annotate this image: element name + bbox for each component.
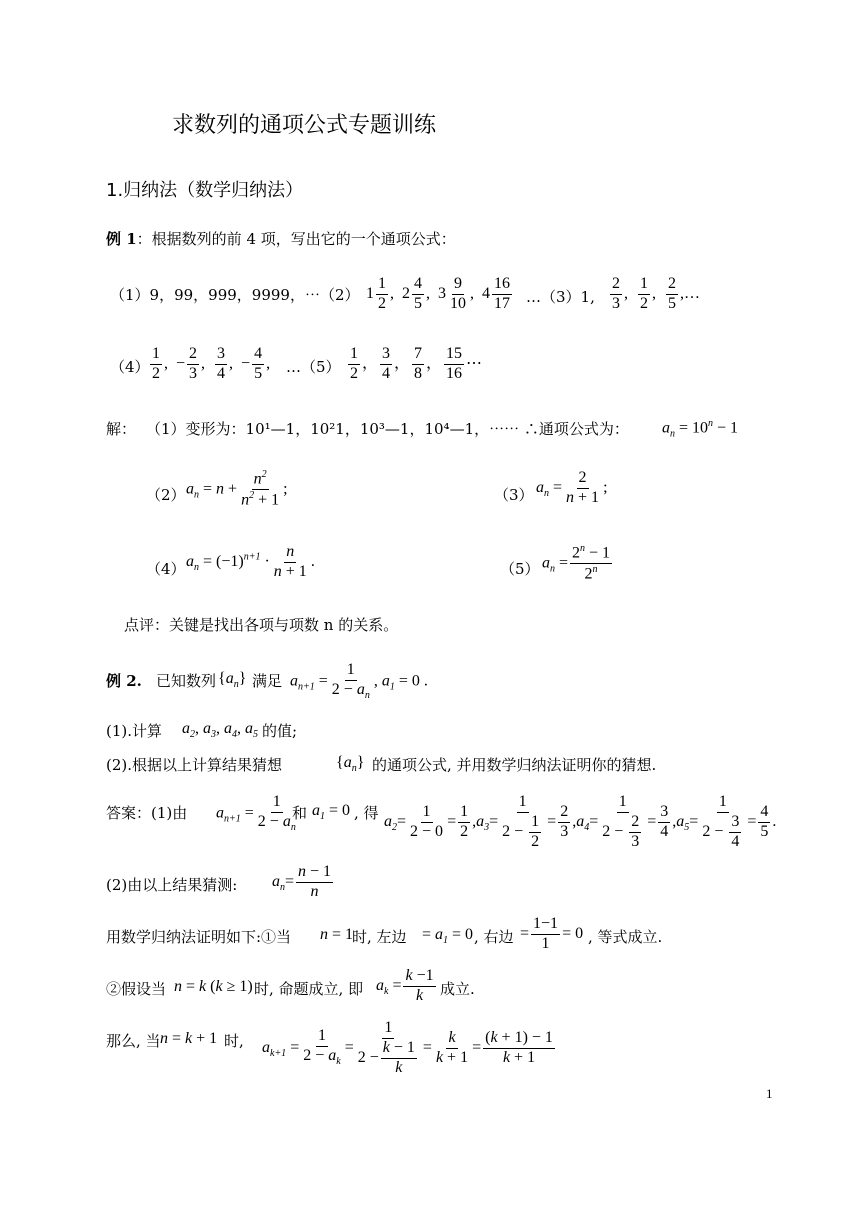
answer-and: 和 <box>292 804 308 822</box>
formula-2: $a_n = n$ + $\frac{n^2}{n^2 + 1}$ ; <box>186 469 288 509</box>
seq-4: $\frac{1}{2}$ , − $\frac{2}{3}$ , $\frac{3}{4}$ , − $\frac{4}{5}$ , <box>152 345 271 382</box>
seq-3-label: …（3）1, <box>526 288 595 306</box>
example-2-intro: 已知数列 <box>156 672 217 690</box>
proof-3-a: 那么, 当 <box>106 1032 161 1050</box>
seq-3: $\frac{2}{3}$ , $\frac{1}{2}$ , $\frac{2}{5}$ ,… <box>612 275 700 312</box>
answer-recurrence: $a_{n+1}$ = $\frac{1}{2 - a_n}$ <box>216 793 296 833</box>
example-2-cond: 满足 <box>252 672 283 690</box>
seq-an: $\{a_n\}$ <box>218 670 247 691</box>
section-heading: 1.归纳法（数学归纳法） <box>106 180 304 201</box>
q1-terms: $a_2$, $a_3$, $a_4$, $a_5$ <box>182 720 258 741</box>
page-number: 1 <box>766 1086 773 1101</box>
proof-2-formula: $a_k$ = $\frac{k -1}{k}$ <box>376 967 434 1004</box>
comment: 点评：关键是找出各项与项数 n 的关系。 <box>124 616 399 634</box>
formula-3: $a_n$ = $\frac{2}{n + 1}$ ; <box>536 469 608 506</box>
q1-end: 的值; <box>262 722 298 740</box>
sol-5-label: （5） <box>500 560 540 578</box>
proof-1-b: 时, 左边 <box>352 928 407 946</box>
proof-3-formula: $a_{k+1}$ = $\frac{1}{2 - a_k}$ = 1 2 − $\frac{k - 1}{k}$ = $\frac{k}{k + 1}$ = $\frac{(k + 1) - 1}{k + 1}$ <box>262 1019 553 1076</box>
q2-seq: $\{a_n\}$ <box>336 754 365 775</box>
example-2-label: 例 2. <box>106 672 142 690</box>
proof-2-n: n = k (k ≥ 1) <box>174 978 253 995</box>
seq-2: 1 $\frac{1}{2}$ , 2 $\frac{4}{5}$ , 3 $\frac{9}{10}$ , 4 $\frac{16}{17}$ <box>366 275 510 312</box>
proof-3-b: 时, <box>224 1032 244 1050</box>
guess-text: (2)由以上结果猜测: <box>106 876 238 894</box>
proof-2-b: 时, 命题成立, 即 <box>254 980 364 998</box>
page-title: 求数列的通项公式专题训练 <box>172 113 437 138</box>
seq-4-label: （4） <box>110 358 150 376</box>
answer-a1: $a_1 = 0$ <box>312 802 351 823</box>
proof-1-a: 用数学归纳法证明如下:①当 <box>106 928 292 946</box>
proof-1-n: n = 1 <box>320 926 354 943</box>
seq-5: $\frac{1}{2}$ ， $\frac{3}{4}$ ， $\frac{7}{8}$ ， $\frac{15}{16}$ ⋯ <box>350 345 483 382</box>
formula-5: $a_n$ = $\frac{2^n - 1}{2^n}$ <box>542 543 611 583</box>
proof-1-right: = $\frac{1-1}{1}$ = 0 <box>520 915 584 952</box>
seq-1-text: （1）9，99，999，9999，⋯（2） <box>110 286 360 304</box>
proof-1-d: , 等式成立. <box>588 928 663 946</box>
answer-label: 答案：(1)由 <box>106 804 188 822</box>
sol-2-label: （2） <box>146 486 186 504</box>
formula-1: $a_n = 10^n - 1$ <box>662 418 739 440</box>
example-1-text <box>106 228 456 249</box>
sol-3-label: （3） <box>494 486 534 504</box>
example-1-instruction: ：根据数列的前 4 项，写出它的一个通项公式： <box>136 230 456 248</box>
proof-3-n: n = k + 1 <box>160 1030 218 1047</box>
guess-formula: $a_n=$ $\frac{n - 1}{n}$ <box>272 863 332 900</box>
example-1-label: 例 1 <box>106 230 137 248</box>
formula-4: $a_n = (-1)^{n+1}$ · $\frac{n}{n + 1}$ . <box>186 543 315 580</box>
q2-text-a: (2).根据以上计算结果猜想 <box>106 756 283 774</box>
solution-label: 解： <box>106 420 137 438</box>
proof-1-left: = $a_1 = 0$ <box>422 926 474 947</box>
sol-4-label: （4） <box>146 560 186 578</box>
seq-5-label: …（5） <box>286 358 341 376</box>
recurrence: $a_{n+1}$ = $\frac{1}{2 - a_n}$ , $a_1 = 0$ . <box>290 661 428 701</box>
answer-terms: $a_2=$ $\frac{1}{2 - 0}$ = $\frac{1}{2}$ $,a_3=$ 1 2 − $\frac{1}{2}$ = $\frac{2}{3}$ $,a_4=$ 1 2 − $\frac{2}{3}$ = $\frac{3}{4}$ $,a_5=$ 1 2 − $\frac{3}{4}$ = $\frac{4}{5}$ . <box>384 793 777 850</box>
solution-1-text: （1）变形为：10¹—1，10²1，10³—1，10⁴—1，⋯⋯ ∴通项公式为： <box>146 420 629 438</box>
proof-1-c: , 右边 <box>474 928 514 946</box>
proof-2-a: ②假设当 <box>106 980 167 998</box>
proof-2-c: 成立. <box>440 980 475 998</box>
q1-label: (1).计算 <box>106 722 163 740</box>
q2-text-b: 的通项公式, 并用数学归纳法证明你的猜想. <box>372 756 657 774</box>
answer-get: , 得 <box>354 804 379 822</box>
